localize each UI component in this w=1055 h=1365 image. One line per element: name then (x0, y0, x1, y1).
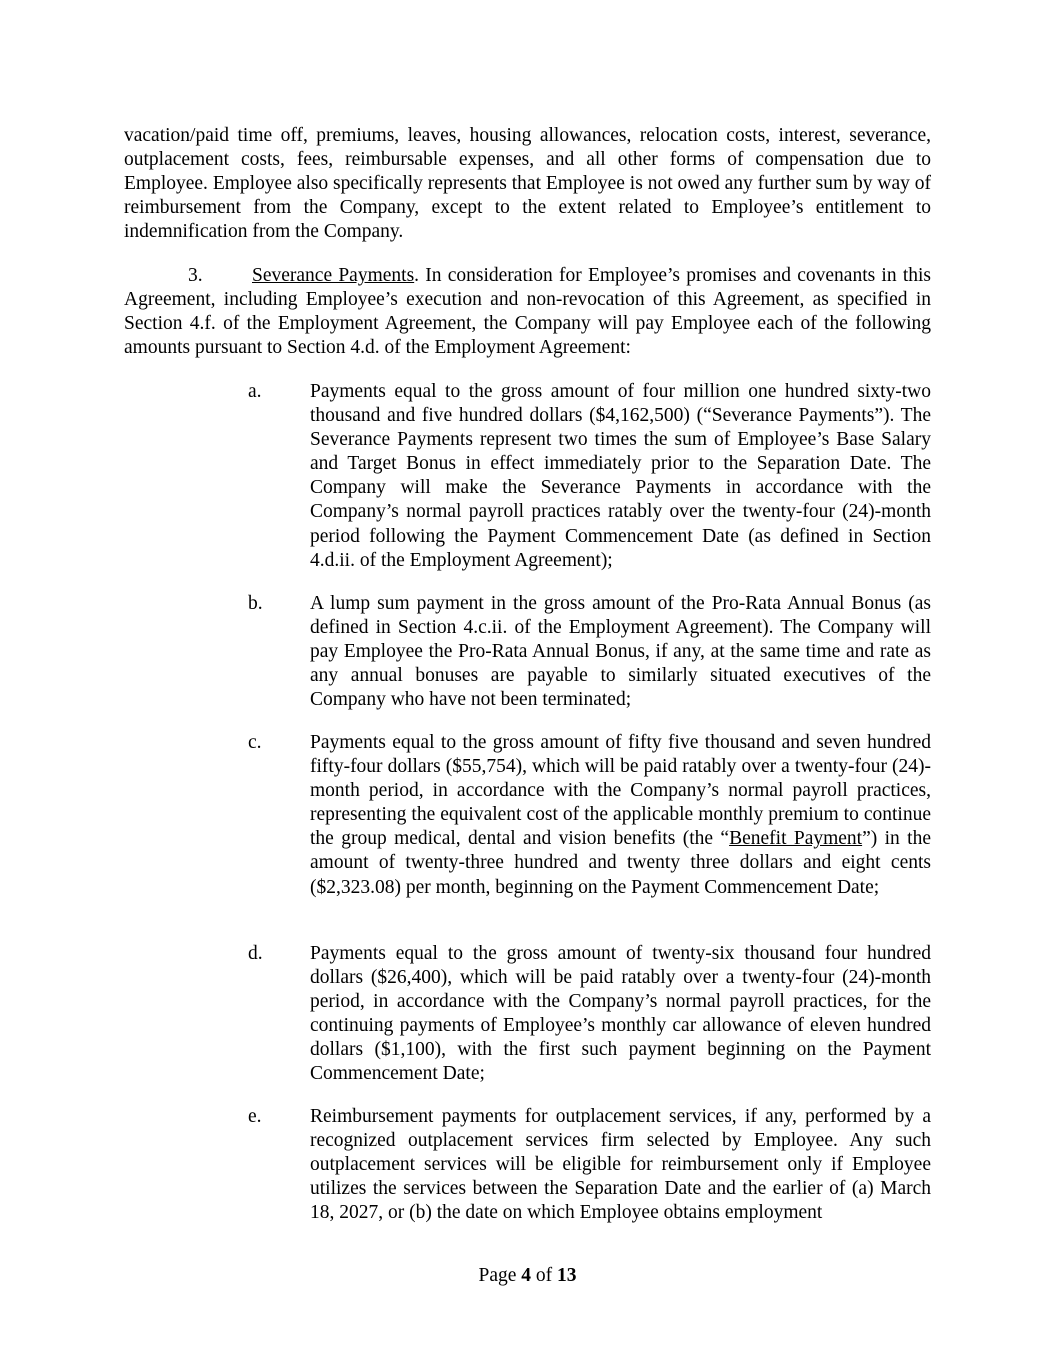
section-number: 3. (188, 265, 203, 286)
section-heading: Severance Payments (252, 265, 415, 286)
list-item-d (248, 942, 931, 1087)
list-item-text: Payments equal to the gross amount of four million one hundred sixty-two thousand and five hundred dollars ($4,162,500) (“Severance Payments”). The Severance Payments represent two times the sum of Employee’s Base Salary and Target Bonus in effect immediately prior to the Separation Date. The Company will make the Severance Payments in accordance with the Company’s normal payroll practices ratably over the twenty-four (24)-month period following the Payment Commencement Date (as defined in Section 4.d.ii. of the Employment Agreement); (310, 381, 931, 571)
list-item-letter: e. (248, 1106, 262, 1127)
of-label: of (535, 1265, 553, 1286)
page-number: 4 (521, 1265, 532, 1286)
page-footer (0, 1264, 1055, 1288)
list-item-text: A lump sum payment in the gross amount of the Pro-Rata Annual Bonus (as defined in Section 4.c.ii. of the Employment Agreement). The Company will pay Employee the Pro-Rata Annual Bonus, if any, at the same time and rate as any annual bonuses are payable to similarly situated executives of the Company who have not been terminated; (310, 593, 931, 711)
page-label: Page (478, 1265, 517, 1286)
list-item-c (248, 731, 931, 900)
list-item-text: Payments equal to the gross amount of twenty-six thousand four hundred dollars ($26,400), which will be paid ratably over a twenty-four (24)-month period, in accordance with the Company’s normal payroll practices, for the continuing payments of Employee’s monthly car allowance of eleven hundred dollars ($1,100), with the first such payment beginning on the Payment Commencement Date; (310, 943, 931, 1085)
list-item-letter: c. (248, 732, 262, 753)
list-item-letter: a. (248, 381, 262, 402)
list-item-text-after: ”) in the amount of twenty-three hundred and twenty three dollars and eight cents ($2,323.08) per month, beginning on the Payment Commencement Date; (310, 828, 931, 898)
section-text: . In consideration for Employee’s promises and covenants in this Agreement, including Employee’s execution and non-revocation of this Agreement, as specified in Section 4.f. of the Employment Agreement, the Company will pay Employee each of the following amounts pursuant to Section 4.d. of the Employment Agreement: (124, 265, 931, 359)
intro-text: vacation/paid time off, premiums, leaves, housing allowances, relocation costs, interest, severance, outplacement costs, fees, reimbursable expenses, and all other forms of compensation due to Employee. Employee also specifically represents that Employee is not owed any further sum by way of reimbursement from the Company, except to the extent related to Employee’s entitlement to indemnification from the Company. (124, 125, 931, 243)
section-3-paragraph (124, 264, 931, 360)
list-item-text (310, 731, 931, 900)
list-item-b (248, 592, 931, 712)
intro-paragraph (124, 124, 931, 244)
list-item-text-before: Payments equal to the gross amount of fifty five thousand and seven hundred fifty-four dollars ($55,754), which will be paid ratably over a twenty-four (24)-month period, in accordance with the Company’s normal payroll practices, representing the equivalent cost of the applicable monthly premium to continue the group medical, dental and vision benefits (the “ (310, 732, 931, 850)
defined-term-benefit-payment: Benefit Payment (729, 828, 863, 850)
list-item-letter: b. (248, 593, 263, 614)
page-total: 13 (557, 1265, 577, 1286)
list-item-text: Reimbursement payments for outplacement services, if any, performed by a recognized outplacement services firm selected by Employee. Any such outplacement services will be eligible for reimbursement only if Employee utilizes the services between the Separation Date and the earlier of (a) March 18, 2027, or (b) the date on which Employee obtains employment (310, 1106, 931, 1224)
list-item-letter: d. (248, 943, 263, 964)
list-item-e (248, 1105, 931, 1225)
list-item-a (248, 380, 931, 573)
